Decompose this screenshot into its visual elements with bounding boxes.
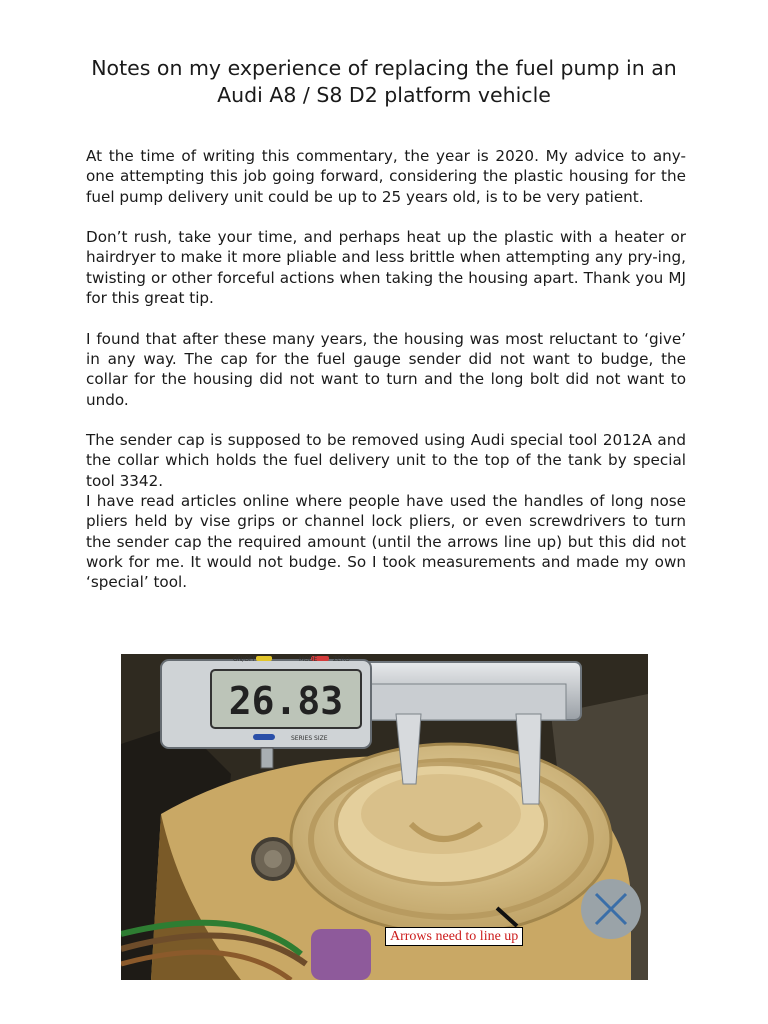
paragraph-5: I have read articles online where people have used the handles of long nose pliers held by vise grips or channel lock pliers, or even screwdrivers to turn the sender cap the required amount (until the arrows line up) but this did not work for me. It would not budge. So I took measurements and made my own ‘special’ tool. bbox=[86, 492, 686, 592]
caliper-button-3: ZERO bbox=[333, 656, 350, 663]
paragraph-2: Don’t rush, take your time, and perhaps heat up the plastic with a heater or hairdryer to make it more pliable and less brittle when attempting any pry-ing, twisting or other forceful actions when taking the housing apart. Thank you MJ for this great tip. bbox=[86, 228, 686, 308]
fuel-pump-caliper-photo bbox=[121, 654, 648, 980]
caliper-button-1: ON/OFF bbox=[233, 656, 256, 663]
caliper-readout: 26.83 bbox=[228, 679, 344, 723]
caliper-button-2: MODE bbox=[299, 656, 318, 663]
paragraph-4: The sender cap is supposed to be removed using Audi special tool 2012A and the collar which holds the fuel delivery unit to the top of the tank by special tool 3342. bbox=[86, 431, 686, 490]
paragraph-1: At the time of writing this commentary, the year is 2020. My advice to any-one attempting this job going forward, considering the plastic housing for the fuel pump delivery unit could be up to 25 years old, is to be very patient. bbox=[86, 147, 686, 206]
document-body bbox=[86, 146, 686, 593]
paragraph-3: I found that after these many years, the housing was most reluctant to ‘give’ in any way. The cap for the fuel gauge sender did not want to budge, the collar for the housing did not want to turn and the long bolt did not want to undo. bbox=[86, 329, 686, 409]
document-title bbox=[60, 55, 708, 109]
title-line-2: Audi A8 / S8 D2 platform vehicle bbox=[217, 83, 551, 107]
title-line-1: Notes on my experience of replacing the fuel pump in an bbox=[91, 56, 677, 80]
photo-caption: Arrows need to line up bbox=[385, 927, 523, 946]
caliper-mode-label: SERIES SIZE bbox=[291, 735, 328, 742]
